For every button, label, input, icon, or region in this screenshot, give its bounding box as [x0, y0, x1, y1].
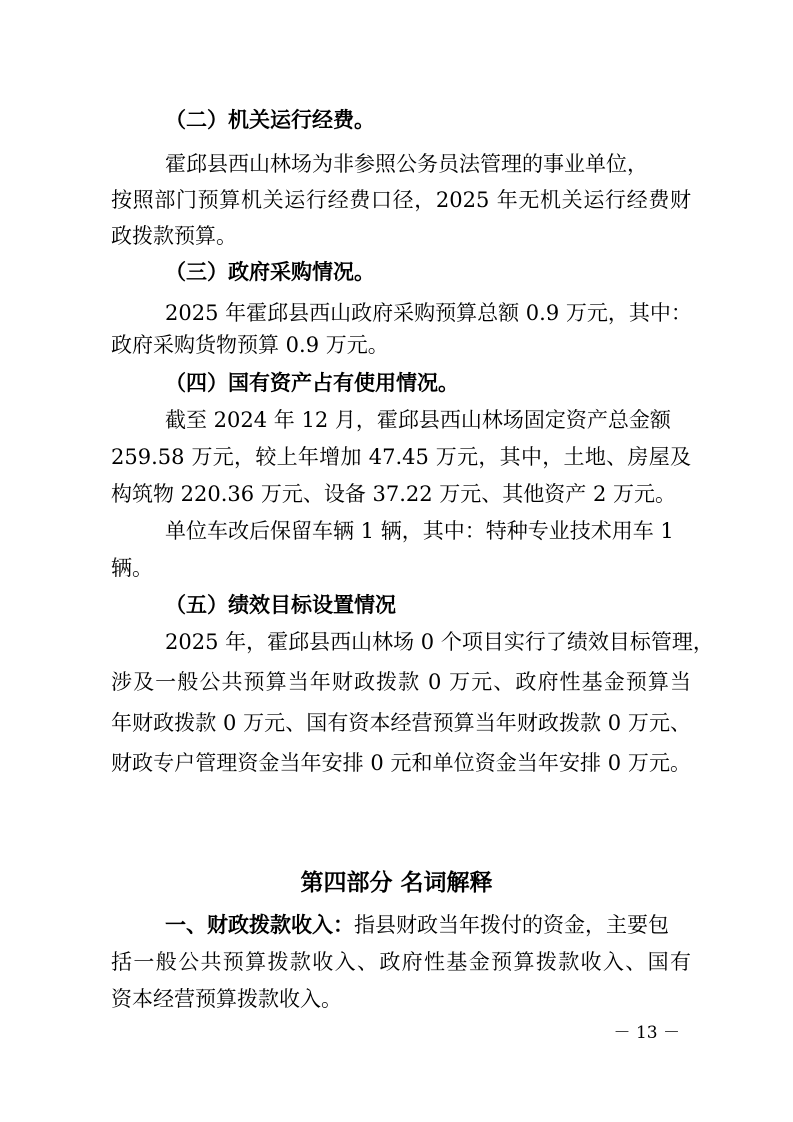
section3-heading: （三）政府采购情况。	[165, 259, 375, 284]
section2-heading: （二）机关运行经费。	[165, 107, 375, 132]
section3-line-2: 政府采购货物预算 0.9 万元。	[111, 333, 389, 357]
section3-line-1: 2025 年霍邱县西山政府采购预算总额 0.9 万元，其中：	[165, 301, 692, 325]
section5-line-4: 财政专户管理资金当年安排 0 元和单位资金当年安排 0 万元。	[111, 751, 691, 775]
section4-line-2: 259.58 万元，较上年增加 47.45 万元，其中，土地、房屋及	[111, 445, 691, 469]
page-number: － 13 －	[613, 1023, 680, 1043]
section4-heading: （四）国有资产占有使用情况。	[165, 370, 459, 395]
section5-line-1: 2025 年，霍邱县西山林场 0 个项目实行了绩效目标管理，	[165, 630, 714, 654]
section4-line-4: 单位车改后保留车辆 1 辆，其中：特种专业技术用车 1	[165, 519, 674, 543]
section5-line-3: 年财政拨款 0 万元、国有资本经营预算当年财政拨款 0 万元、	[111, 711, 691, 735]
section2-line-1: 霍邱县西山林场为非参照公务员法管理的事业单位，	[165, 152, 648, 176]
section4-line-3: 构筑物 220.36 万元、设备 37.22 万元、其他资产 2 万元。	[111, 482, 677, 506]
part4-item1-label: 一、财政拨款收入：	[165, 912, 354, 937]
part4-item1-line-1	[165, 911, 745, 939]
section2-line-3: 政拨款预算。	[111, 224, 237, 248]
part4-item1-line-2: 括一般公共预算拨款收入、政府性基金预算拨款收入、国有	[111, 950, 691, 974]
part4-title: 第四部分 名词解释	[300, 870, 493, 896]
part4-item1-text: 指县财政当年拨付的资金，主要包	[354, 913, 669, 937]
section4-line-1: 截至 2024 年 12 月，霍邱县西山林场固定资产总金额	[165, 408, 671, 432]
section2-line-2: 按照部门预算机关运行经费口径，2025 年无机关运行经费财	[111, 188, 691, 212]
section5-line-2: 涉及一般公共预算当年财政拨款 0 万元、政府性基金预算当	[111, 670, 691, 694]
section4-line-5: 辆。	[111, 556, 153, 580]
section5-heading: （五）绩效目标设置情况	[165, 592, 396, 617]
part4-item1-line-3: 资本经营预算拨款收入。	[111, 987, 342, 1011]
